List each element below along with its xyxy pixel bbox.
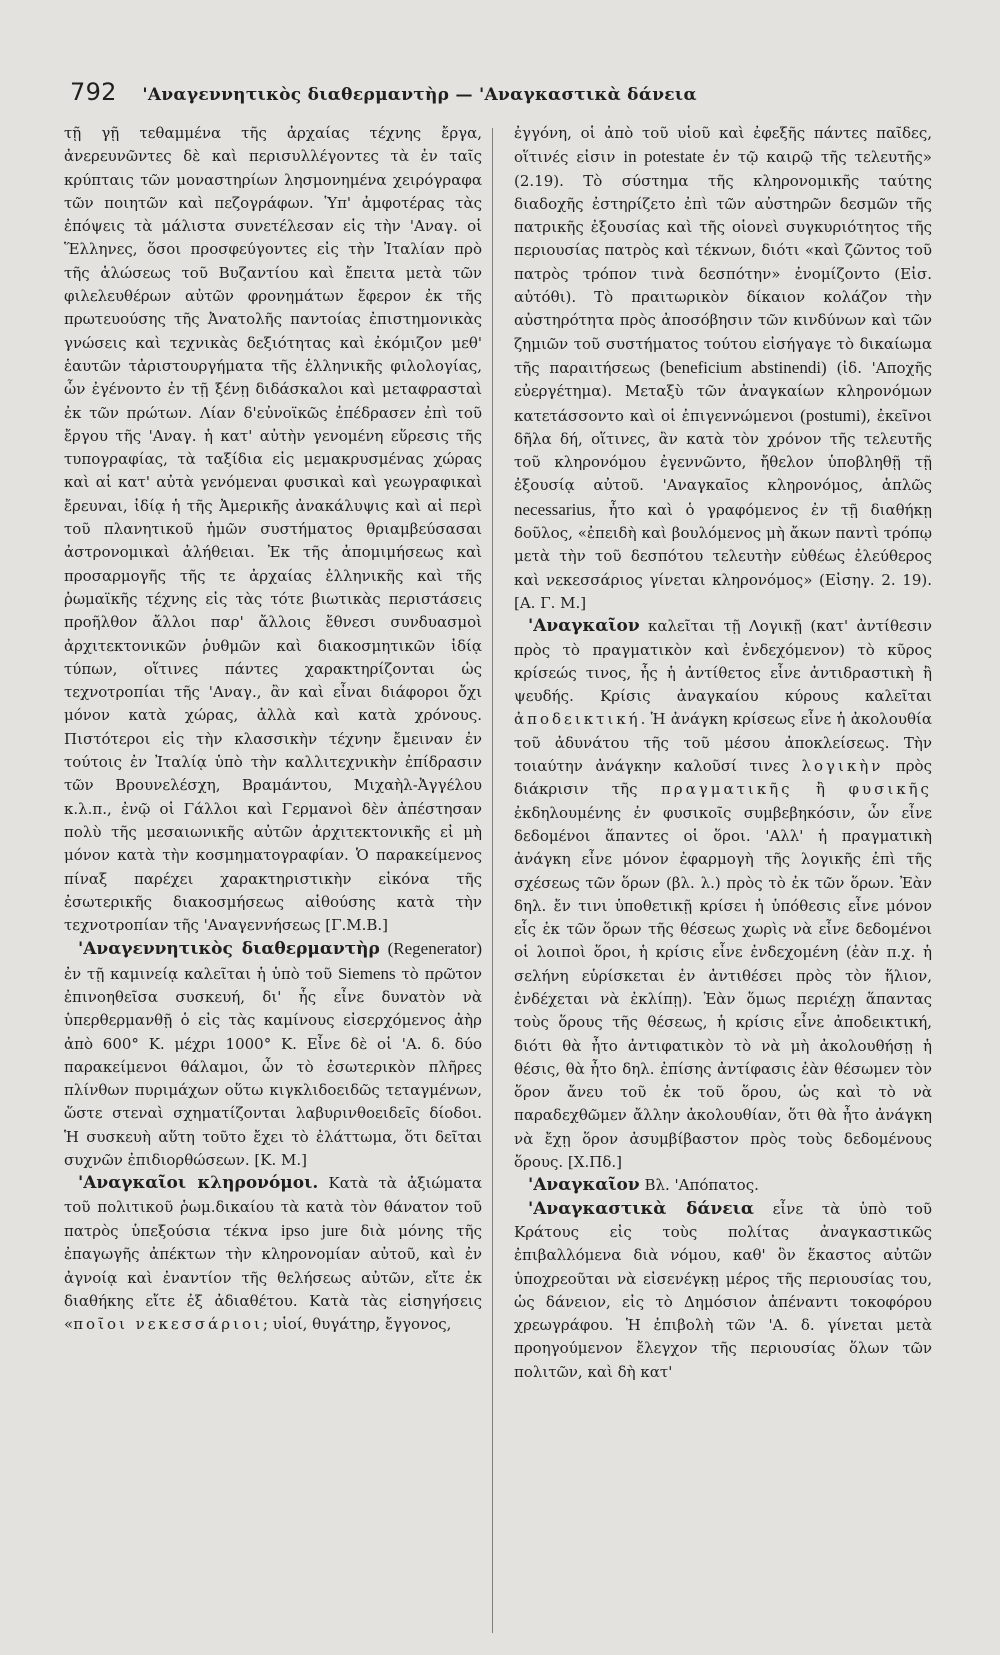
spaced-term: πραγματικῆς	[660, 780, 793, 799]
latin-term: (Regenerator)	[387, 939, 482, 959]
entry-anagkaioi-klironomoi-continued	[514, 122, 932, 615]
entry-text: . Ἡ ἀνάγκη κρίσεως εἶνε ἡ ἀκολουθία τοῦ ἀδυνάτου τῆς τοῦ μέσου ἀποκλείσεως. Τὴν τοιαύτην ἀνάγκην καλοῦσί τινες	[514, 710, 932, 776]
entry-anagkaioi-klironomoi	[64, 1172, 482, 1336]
entry-text: ; υἱοί, θυγάτηρ, ἔγγονος,	[262, 1315, 452, 1334]
spaced-term: φυσικῆς	[848, 780, 932, 799]
entry-text: ἐγγόνη, οἱ ἀπὸ τοῦ υἱοῦ καὶ ἐφεξῆς πάντες παῖδες, οἵτινές εἰσιν	[514, 124, 932, 167]
entry-headword: 'Αναγκαῖον	[528, 1175, 640, 1196]
spaced-term: λογικὴν	[801, 757, 884, 776]
entry-headword: 'Αναγκαῖον	[528, 616, 640, 637]
running-title: 'Αναγεννητικὸς διαθερμαντὴρ — 'Αναγκαστικὰ δάνεια	[142, 85, 697, 105]
cross-reference: Βλ. 'Απόπατος.	[644, 1176, 759, 1195]
left-column	[64, 122, 482, 1336]
entry-text: , ἦτο καὶ ὁ γραφόμενος ἐν τῇ διαθήκῃ δοῦλος, «ἐπειδὴ καὶ βουλόμενος μὴ ἄκων παντὶ τρόπῳ μετὰ τὴν τοῦ δεσπότου τελευτὴν εὐθέως ἐλεύθερος καὶ νεκεσσάριος γίνεται κληρονόμος» (Εἰσηγ. 2. 19). [Α. Γ. Μ.]	[514, 500, 932, 612]
latin-term: (beneficium abstinendi)	[659, 357, 827, 377]
entry-text: ἢ	[816, 780, 825, 799]
page-number: 792	[70, 78, 117, 106]
entry-text: εἶνε τὰ ὑπὸ τοῦ Κράτους εἰς τοὺς πολίτας ἀναγκαστικῶς ἐπιβαλλόμενα διὰ νόμου, καθ' ὃν ἕκαστος αὐτῶν ὑποχρεοῦται νὰ εἰσενέγκῃ μέρος τῆς περιουσίας του, ὡς δάνειον, εἰς τὸ Δημόσιον ἀπέναντι τοκοφόρου χρεωγράφου. Ἡ ἐπιβολὴ τῶν 'Α. δ. γίνεται μετὰ προηγούμενον ἔλεγχον τῆς περιουσίας ὅλων τῶν πολιτῶν, καὶ δὴ κατ'	[514, 1199, 932, 1381]
entry-text: , ἐκεῖνοι δῆλα δή, οἵτινες, ἂν κατὰ τὸν χρόνον τῆς τελευτῆς τοῦ κληρονόμου ἐγεννῶντο, ἤθελον ὑποβληθῇ τῇ ἐξουσίᾳ αὐτοῦ. 'Αναγκαῖος κληρονόμος, ἁπλῶς	[514, 406, 932, 495]
right-column	[514, 122, 932, 1384]
entry-headword: 'Αναγκαστικὰ δάνεια	[528, 1198, 754, 1219]
entry-text: καλεῖται τῇ Λογικῇ (κατ' ἀντίθεσιν πρὸς τὸ πραγματικὸν καὶ ἐνδεχόμενον) τὸ κῦρος κρίσεώς τινος, ἧς ἡ ἀντίθετος εἶνε ἀντιδραστικὴ ἢ ψευδής. Κρίσις ἀναγκαίου κύρους καλεῖται	[514, 617, 932, 706]
entry-text: τὸ πρῶτον ἐπινοηθεῖσα συσκευή, δι' ἧς εἶνε δυνατὸν νὰ ὑπερθερμανθῇ ὁ εἰς τὰς καμίνους εἰσερχόμενος ἀὴρ ἀπὸ 600° Κ. μέχρι 1000° Κ. Εἶνε δὲ οἱ 'Α. δ. δύο παρακείμενοι θάλαμοι, ὧν τὸ ἐσωτερικὸν πλῆρες πλίνθων πυριμάχων οὕτω κιγκλιδοειδῶς τεταγμένων, ὥστε στεναὶ σχηματίζονται λαβυρινθοειδεῖς δίοδοι. Ἡ συσκευὴ αὕτη τοῦτο ἔχει τὸ ἐλάττωμα, ὅτι δεῖται συχνῶν ἐπιδιορθώσεων. [Κ. Μ.]	[64, 964, 483, 1170]
entry-text: πρὸς διάκρισιν τῆς	[514, 757, 932, 799]
latin-term: necessarius	[514, 499, 592, 519]
running-header	[70, 74, 950, 110]
entry-text: ἐν τῇ καμινείᾳ καλεῖται ἡ ὑπὸ τοῦ	[64, 964, 333, 983]
spaced-term: ἀποδεικτική	[514, 710, 641, 729]
entry-text: ἐν τῷ καιρῷ τῆς τελευτῆς» (2.19). Τὸ σύστημα τῆς κληρονομικῆς ταύτης διαδοχῆς ἐστηρίζετο ἐπὶ τῶν αὐστηρῶν δεσμῶν τῆς πατρικῆς ἐξουσίας καὶ τῆς οἱονεὶ συγκυριότητος τῆς περιουσίας πατρὸς καὶ τέκνων, διότι «καὶ ζῶντος τοῦ πατρὸς τρόπον τινὰ δεσπότην» ἐνομίζοντο (Εἰσ. αὐτόθι). Τὸ πραιτωρικὸν δίκαιον κολάζον τὴν αὐστηρότητα πρὸς ἀποσόβησιν τῶν κινδύνων καὶ τῶν ζημιῶν τοῦ συστήματος τούτου εἰσήγαγε τὸ δικαίωμα τῆς παραιτήσεως	[514, 148, 932, 377]
entry-text: διὰ μόνης τῆς ἐπαγωγῆς ἀπέκτων τὴν κληρονομίαν αὐτοῦ, καὶ ἐν ἀγνοίᾳ καὶ ἐναντίον τῆς θελήσεως αὐτῶν, εἴτε ἐκ διαθήκης εἴτε ἐξ ἀδιαθέτου. Κατὰ τὰς εἰσηγήσεις «	[64, 1221, 482, 1334]
entry-anagkaion-cross-ref	[514, 1174, 932, 1197]
latin-term: (postumi)	[800, 405, 867, 425]
entry-headword: 'Αναγεννητικὸς διαθερμαντὴρ	[78, 939, 380, 960]
entry-anagennitikos-diathermantir	[64, 937, 482, 1172]
latin-term: Siemens	[337, 963, 396, 983]
entry-text: Κατὰ τὰ ἀξιώματα τοῦ πολιτικοῦ ῥωμ.δικαίου τὰ κατὰ τὸν θάνατον τοῦ πατρὸς ὑπεξούσια τέκνα	[64, 1174, 482, 1240]
entry-text: (ἰδ. 'Αποχῆς εὐεργέτημα). Μεταξὺ τῶν ἀναγκαίων κληρονόμων κατετάσσοντο καὶ οἱ ἐπιγεννώμενοι	[514, 358, 932, 425]
entry-headword: 'Αναγκαῖοι κληρονόμοι.	[78, 1173, 319, 1194]
column-divider	[492, 128, 493, 1633]
entry-anagkastika-daneia	[514, 1198, 932, 1384]
spaced-term: ποῖοι νεκεσσάριοι	[73, 1315, 263, 1334]
entry-anagkaion-logic	[514, 615, 932, 1174]
entry-text: ἐκδηλουμένης ἐν φυσικοῖς συμβεβηκόσιν, ὧν εἶνε δεδομένοι ἅπαντες οἱ ὅροι. 'Αλλ' ἡ πραγματικὴ ἀνάγκη εἶνε μόνον ἐφαρμογὴ τῆς λογικῆς ἐπὶ τῆς σχέσεως τῶν ὅρων (βλ. λ.) πρὸς τὸ ἐκ τῶν ὅρων. Ἐὰν δηλ. ἔν τινι ὑποθετικῇ κρίσει ἡ ὑπόθεσις εἶνε μόνον εἷς ἐκ τῶν ὅρων τῆς θέσεως χωρὶς νὰ εἶνε δεδομένοι οἱ λοιποὶ ὅροι, ἡ κρίσις εἶνε ἐνδεχομένη (ἐὰν π.χ. ἡ σελήνη εὑρίσκεται ἐν ἀντιθέσει πρὸς τὸν ἥλιον, ἐνδέχεται νὰ ἐκλίπῃ). Ἐὰν ὅμως περιέχῃ ἅπαντας τοὺς ὅρους τῆς θέσεως, ἡ κρίσις εἶνε ἀποδεικτική, διότι θὰ ἦτο ἀντιφατικὸν τὸ νὰ μὴ ἀκολουθήσῃ ἡ θέσις, θὰ ἦτο δηλ. ἐπίσης ἀντίφασις ἐὰν θέσωμεν τὸν ὅρον ἄνευ τοῦ ἐκ τοῦ ὅρου, ὡς καὶ τὸ νὰ παραδεχθῶμεν ἄλλην ἀκολουθίαν, ὅτι θὰ ἦτο ἀνάγκη νὰ ἔχῃ ὅρον ἀσυμβίβαστον πρὸς τοὺς δεδομένους ὅρους. [Χ.Πδ.]	[514, 803, 932, 1172]
latin-term: ipso jure	[280, 1220, 348, 1240]
latin-term: in potestate	[623, 147, 705, 167]
entry-anagennisis-continued: τῇ γῇ τεθαμμένα τῆς ἀρχαίας τέχνης ἔργα, ἀνερευνῶντες δὲ καὶ περισυλλέγοντες τὰ ἐν ταῖς κρύπταις τῶν μοναστηρίων λησμονημένα χειρόγραφα τῶν ποιητῶν καὶ πεζογράφων. Ὑπ' ἀμφοτέρας τὰς ἐπόψεις τὰ μάλιστα συνετέλεσαν εἰς τὴν 'Αναγ. οἱ Ἕλληνες, ὅσοι προσφεύγοντες εἰς τὴν Ἰταλίαν πρὸ τῆς ἁλώσεως τοῦ Βυζαντίου καὶ ἔπειτα μετὰ τῶν φιλελευθέρων αὐτῶν φρονημάτων ἔφερον ἐκ τῆς πρωτευούσης τῆς Ἀνατολῆς παντοίας ἐπιστημονικὰς γνώσεις καὶ τεχνικὰς δεξιότητας καὶ ἐκόμιζον μεθ' ἑαυτῶν τἀριστουργήματα τῆς ἑλληνικῆς φιλολογίας, ὧν ἐγένοντο ἐν τῇ ξένῃ διδάσκαλοι καὶ μεταφρασταὶ ἐκ τῶν πρώτων. Λίαν δ'εὐνοϊκῶς ἐπέδρασεν ἐπὶ τοῦ ἔργου τῆς 'Αναγ. ἡ κατ' αὐτὴν γενομένη εὕρεσις τῆς τυπογραφίας, τὰ ταξίδια εἰς μεμακρυσμένας χώρας καὶ αἱ κατ' αὐτὰ γενόμεναι φυσικαὶ καὶ γεωγραφικαὶ ἔρευναι, ἰδίᾳ ἡ τῆς Ἀμερικῆς ἀνακάλυψις καὶ αἱ περὶ τοῦ πλανητικοῦ ἡμῶν συστήματος θριαμβεύσασαι ἀστρονομικαὶ ἀλήθειαι. Ἐκ τῆς ἀπομιμήσεως καὶ προσαρμογῆς τῆς τε ἀρχαίας ἑλληνικῆς καὶ τῆς ῥωμαϊκῆς τέχνης εἰς τὰς τότε βιωτικὰς περιστάσεις προῆλθον ἄλλοι παρ' ἄλλοις ἔθνεσι συνδυασμοὶ ἀρχιτεκτονικῶν ῥυθμῶν καὶ διακοσμητικῶν ἰδίᾳ τύπων, οἵτινες πάντες χαρακτηρίζονται ὡς τεχνοτροπίαι τῆς 'Αναγ., ἂν καὶ εἶναι διάφοροι ὄχι μόνον κατὰ χώρας, ἀλλὰ καὶ κατὰ χρόνους. Πιστότεροι εἰς τὴν κλασσικὴν τέχνην ἔμειναν ἐν τούτοις ἐν Ἰταλίᾳ ὑπὸ τὴν καλλιτεχνικὴν ἐπίδρασιν τῶν Βρουνελέσχη, Βραμάντου, Μιχαὴλ-Ἀγγέλου κ.λ.π., ἐνῷ οἱ Γάλλοι καὶ Γερμανοὶ δὲν ἀπέστησαν πολὺ τῆς μεσαιωνικῆς αὐτῶν ἀρχιτεκτονικῆς εἰ μὴ μόνον κατὰ τὴν κοσμηματογραφίαν. Ὁ παρακείμενος πίναξ παρέχει χαρακτηριστικὴν εἰκόνα τῆς ἐσωτερικῆς διακοσμήσεως αἰθούσης κατὰ τὴν τεχνοτροπίαν τῆς 'Αναγεννήσεως [Γ.Μ.Β.]	[64, 124, 482, 935]
